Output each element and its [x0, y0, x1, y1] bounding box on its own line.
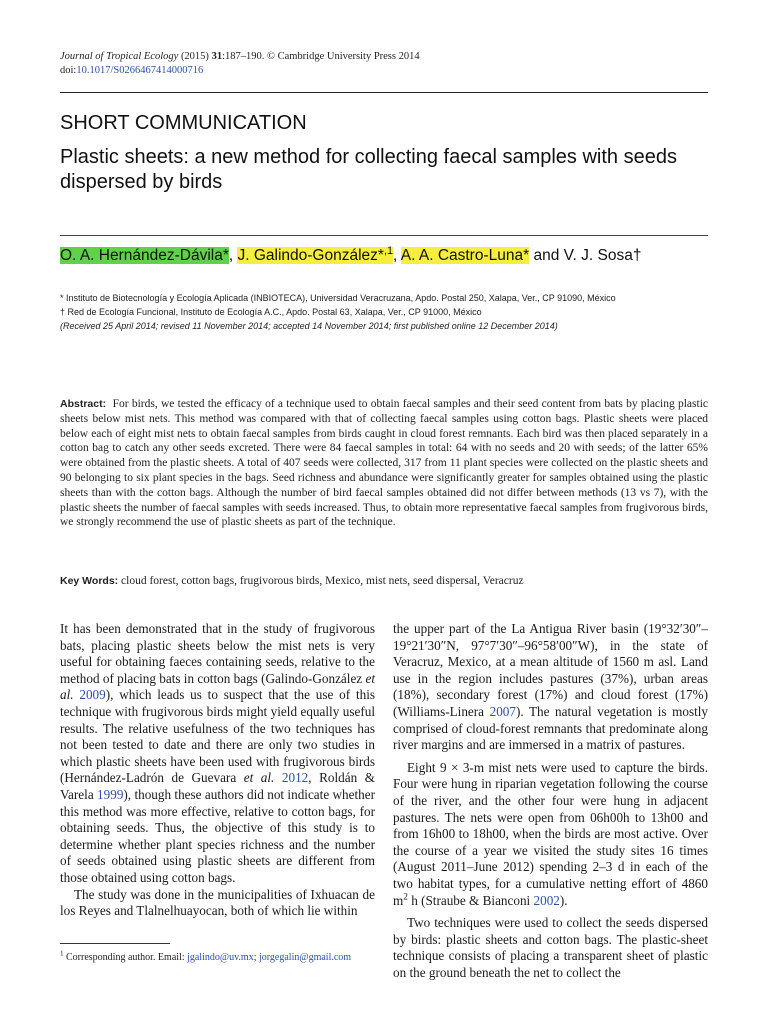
citation-link[interactable]: 2007 [489, 703, 516, 719]
body-text: ). [559, 892, 568, 908]
author-hernandez-davila: O. A. Hernández-Dávila* [60, 247, 229, 264]
author-separator: , [228, 247, 238, 264]
keywords [60, 574, 708, 589]
section-label: SHORT COMMUNICATION [60, 112, 307, 134]
body-paragraph [393, 760, 708, 909]
body-paragraph: Two techniques were used to collect the seeds dispersed by birds: plastic sheets and cotton bags. The plastic-sheet technique consists of placing a transparent sheet of plastic on the ground beneath the net to collect the [393, 915, 708, 980]
journal-volume: 31 [211, 51, 223, 62]
author-list [60, 244, 642, 265]
journal-pages-publisher: :187–190. © Cambridge University Press 2014 [222, 51, 420, 62]
body-left-column [60, 621, 375, 920]
article-title: Plastic sheets: a new method for collecting faecal samples with seeds dispersed by birds [60, 146, 677, 193]
body-text: It has been demonstrated that in the study of frugivorous bats, placing plastic sheets below the mist nets is very useful for obtaining faeces containing seeds, relative to the method of placing bats in cotton bags (Galindo-González [60, 621, 375, 686]
journal-name: Journal of Tropical Ecology [60, 51, 179, 62]
body-text: h (Straube & Bianconi [407, 892, 534, 908]
affiliation-inecol: † Red de Ecología Funcional, Instituto de Ecología A.C., Apdo. Postal 63, Xalapa, Ver., CP 91000, México [60, 307, 482, 317]
citation-link[interactable]: 2002 [533, 892, 560, 908]
journal-header [60, 50, 420, 78]
author-galindo-name: J. Galindo-González* [237, 247, 384, 264]
doi-link[interactable]: 10.1017/S0266467414000716 [76, 65, 204, 76]
doi-prefix: doi: [60, 65, 77, 76]
body-right-column [393, 621, 708, 981]
footnote [60, 951, 378, 964]
author-sosa: and V. J. Sosa† [529, 247, 642, 264]
keywords-label: Key Words: [60, 575, 119, 587]
body-paragraph: The study was done in the municipalities of Ixhuacan de los Reyes and Tlalnelhuayocan, both of which lie within [60, 886, 375, 919]
header-rule [60, 92, 708, 93]
received-dates: (Received 25 April 2014; revised 11 November 2014; accepted 14 November 2014; first published online 12 December 2014) [60, 321, 558, 331]
body-text: , Roldán & Varela [60, 770, 375, 802]
author-separator: , [393, 247, 401, 264]
email-link[interactable]: jgalindo@uv.mx [187, 952, 254, 963]
abstract-label: Abstract: [60, 398, 107, 410]
body-text: ), which leads us to suspect that the use of this technique with frugivorous birds might yield equally useful results. The relative usefulness of the two techniques has not been tested to date and there are only two studies in which plastic sheets have been used with frugivorous birds (Hernández-Ladrón de Guevara [60, 687, 375, 786]
author-castro-luna: A. A. Castro-Luna* [400, 247, 530, 264]
footnote-rule [60, 943, 170, 944]
footnote-marker: ,1 [383, 244, 393, 257]
footnote-mark: 1 [60, 949, 64, 958]
affiliation-inbioteca: * Instituto de Biotecnología y Ecología Aplicada (INBIOTECA), Universidad Veracruzana, Apdo. Postal 250, Xalapa, Ver., CP 91090, México [60, 293, 616, 303]
body-text: the upper part of the La Antigua River basin (19°32′30″–19°21′30″N, 97°7′30″–96°58′00″W), in the state of Veracruz, Mexico, at a mean altitude of 1560 m asl. Land use in the region includes pastures (37%), urban areas (18%), secondary forest (17%) and cloud forest (17%) (Williams-Linera [393, 621, 708, 719]
footnote-separator: ; [253, 952, 259, 963]
citation-link[interactable]: 2012 [274, 770, 309, 786]
journal-year: (2015) [178, 51, 212, 62]
title-rule [60, 235, 708, 236]
superscript: 2 [403, 891, 408, 902]
et-al: et al. [60, 670, 375, 703]
body-paragraph [60, 621, 375, 887]
abstract [60, 397, 708, 530]
email-link[interactable]: jorgegalin@gmail.com [259, 952, 352, 963]
body-text: ), though these authors did not indicate whether this method was more effective, relative to cotton bags, for obtaining seeds. Thus, the objective of this study is to determine whether plant species richness and the number of seeds obtained using plastic sheets are different from those obtained using cotton bags. [60, 786, 375, 885]
footnote-text: Corresponding author. Email: [63, 952, 188, 963]
et-al: et al. [243, 770, 275, 786]
author-galindo-gonzalez [237, 244, 393, 264]
citation-link[interactable]: 1999 [97, 786, 124, 802]
citation-link[interactable]: 2009 [73, 687, 106, 703]
keywords-text: cloud forest, cotton bags, frugivorous birds, Mexico, mist nets, seed dispersal, Veracruz [121, 575, 524, 587]
body-text: ). The natural vegetation is mostly comprised of cloud-forest remnants that predominate along river margins and are immersed in a matrix of pastures. [393, 703, 709, 753]
body-text: Eight 9 × 3-m mist nets were used to capture the birds. Four were hung in riparian vegetation following the course of the river, and the other four were hung in adjacent pastures. The nets were open from 06h00h to 13h00 and from 16h00 to 18h00, when the birds are most active. Over the course of a year we visited the study sites 16 times (August 2011–June 2012) spending 2–3 d in each of the two habitat types, for a cumulative netting effort of 4860 m [393, 759, 708, 908]
abstract-text: For birds, we tested the efficacy of a technique used to obtain faecal samples and their seed content from bats by placing plastic sheets below mist nets. This method was compared with that of collecting faecal samples using cotton bags. Plastic sheets were placed below each of eight mist nets to obtain faecal samples from birds caught in cloud forest remnants. Each bird was then placed separately in a cotton bag to catch any other seeds excreted. There were 84 faecal samples in total: 64 with no seeds and 20 with seeds; of the latter 65% were obtained from the plastic sheets. A total of 407 seeds were collected, 317 from 11 plant species were collected on the plastic sheets and 90 belonging to six plant species in the bags. Seed richness and abundance were significantly greater for samples obtained using the plastic sheets than with the cotton bags. Although the number of bird faecal samples obtained did not differ between methods (13 vs 7), with the plastic sheets the number of faecal samples with seeds increased. Thus, to obtain more representative faecal samples from frugivorous birds, we strongly recommend the use of plastic sheets as part of the technique. [60, 398, 708, 529]
body-paragraph [393, 621, 708, 754]
